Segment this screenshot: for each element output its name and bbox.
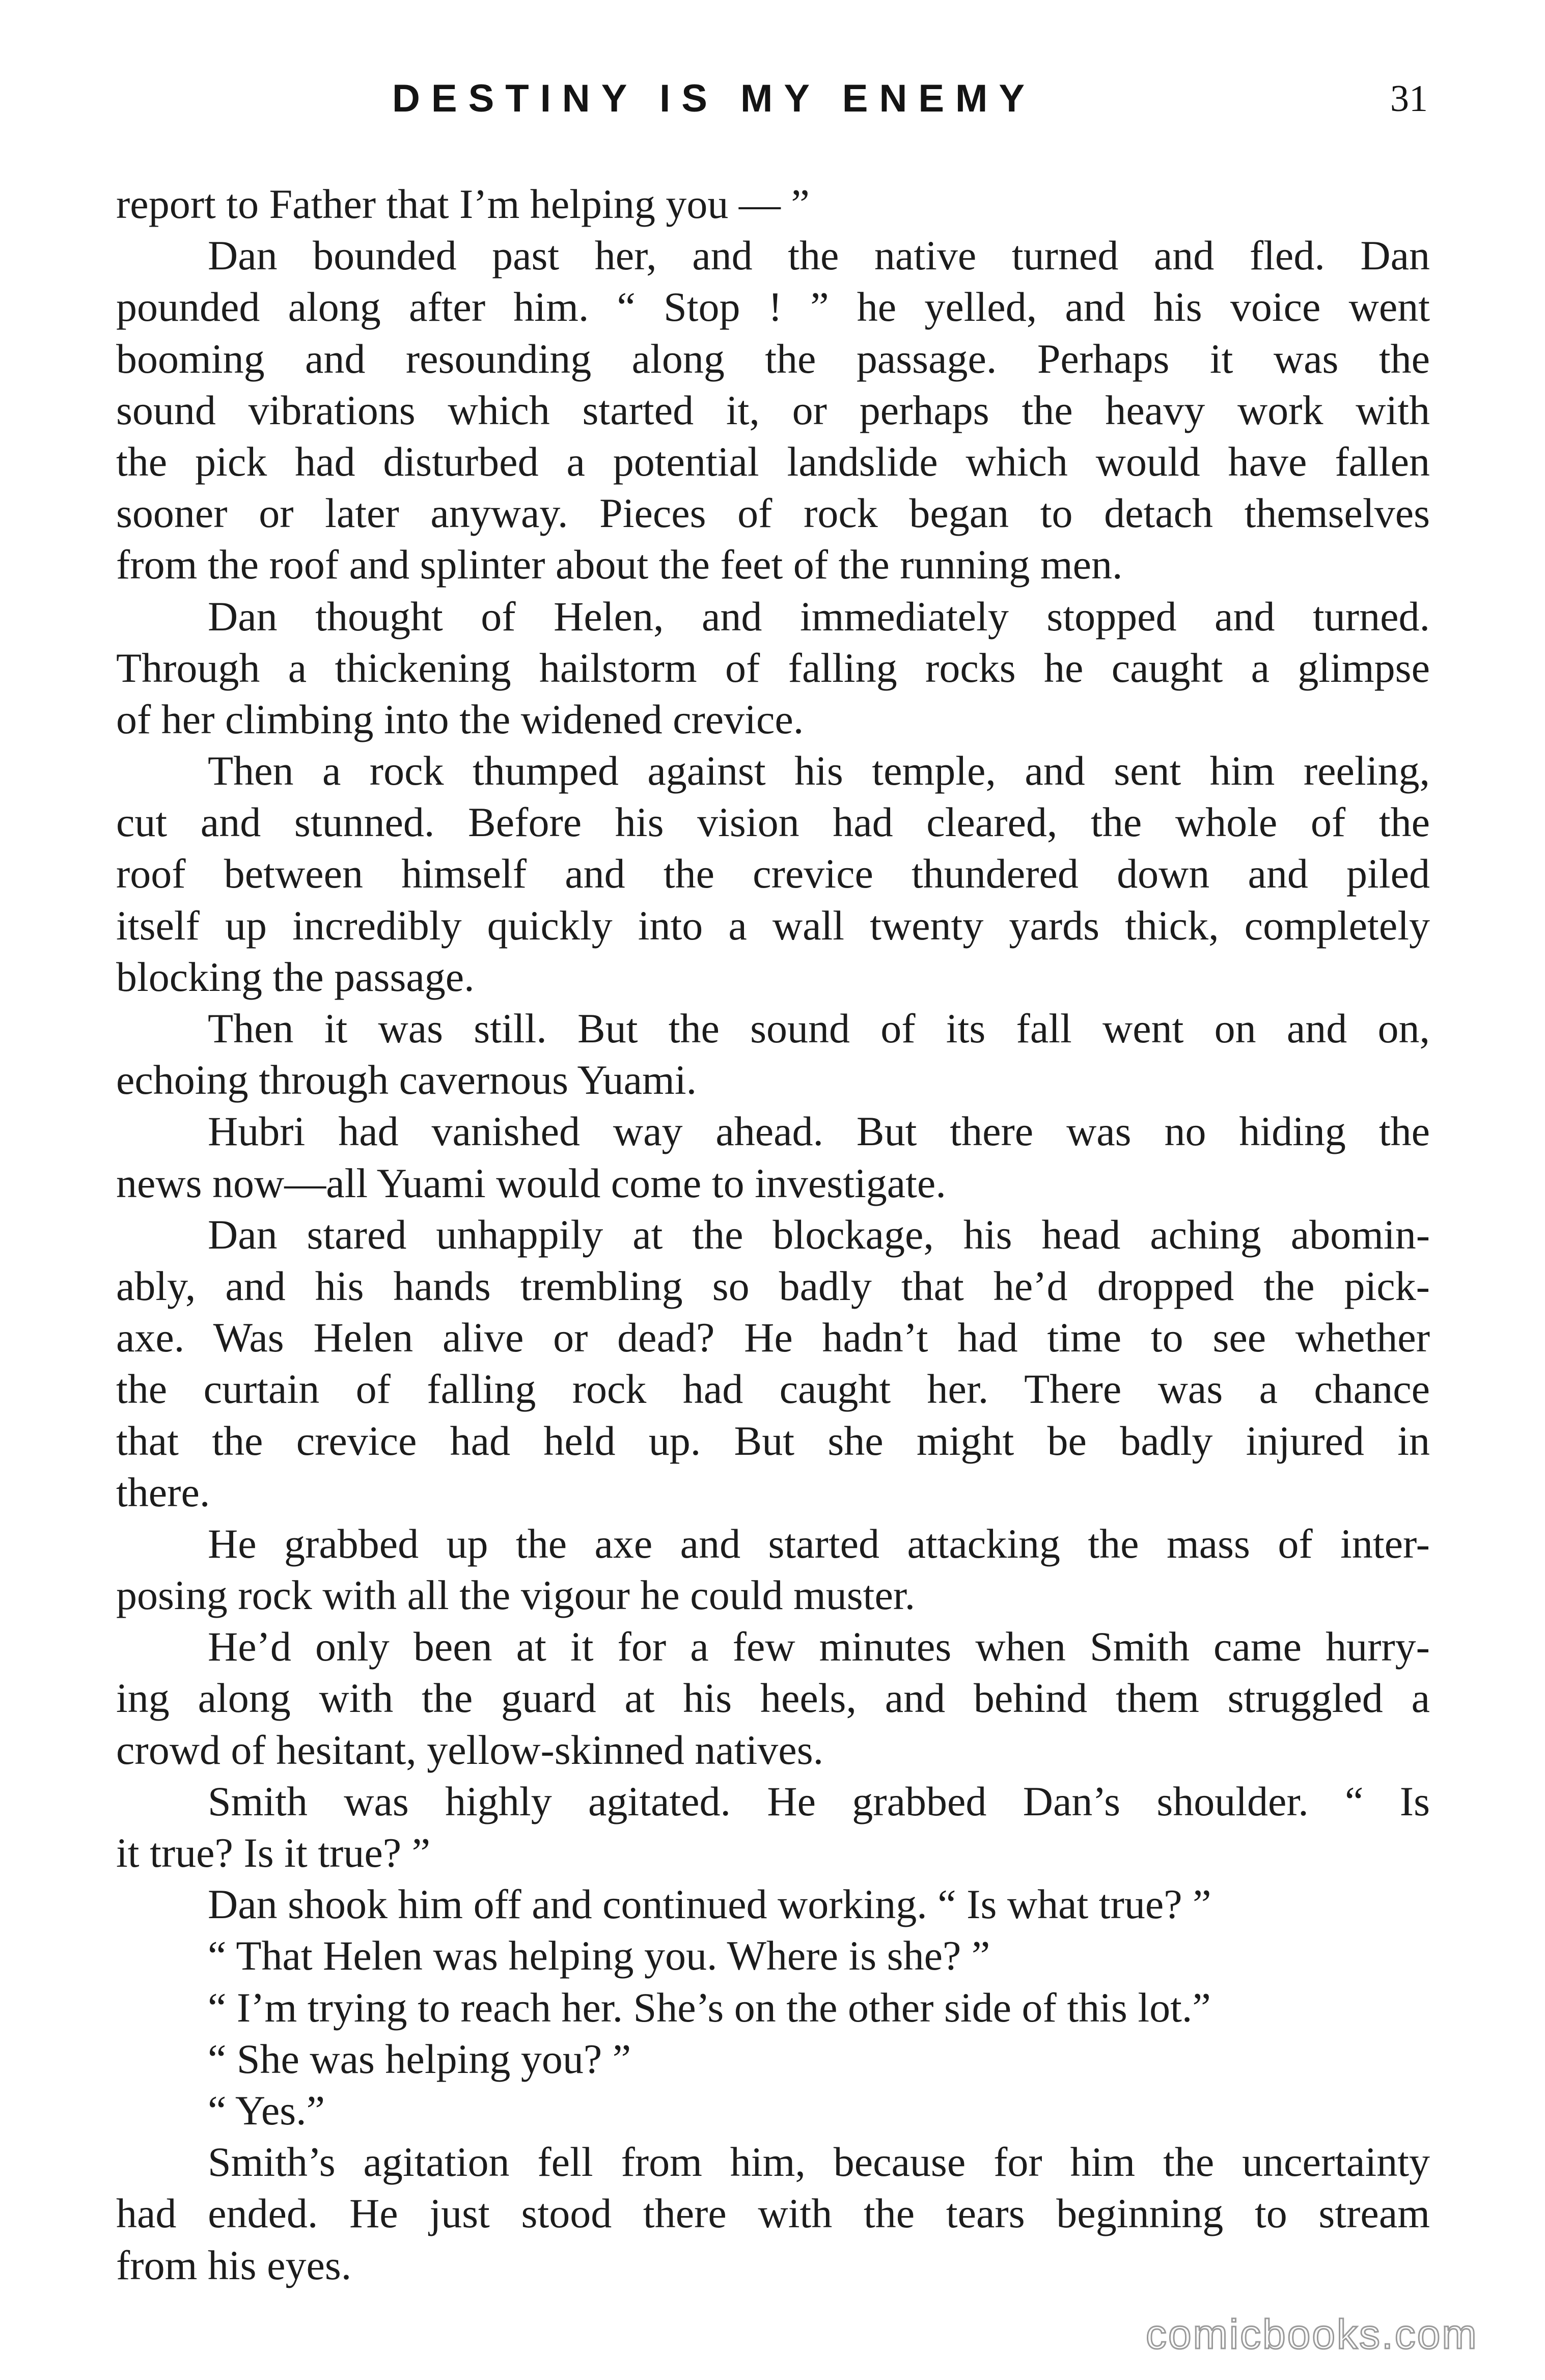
text-line: had ended. He just stood there with the tears beginning to stream	[116, 2190, 1430, 2237]
text-line: Through a thickening hailstorm of falling rocks he caught a glimpse	[116, 644, 1430, 691]
running-head-title: DESTINY IS MY ENEMY	[392, 77, 1036, 120]
text-line: cut and stunned. Before his vision had cleared, the whole of the	[116, 799, 1430, 846]
text-line: Dan bounded past her, and the native turned and fled. Dan	[208, 232, 1430, 279]
text-line: the curtain of falling rock had caught her. There was a chance	[116, 1366, 1430, 1413]
text-line: “ She was helping you? ”	[208, 2035, 631, 2082]
text-line: report to Father that I’m helping you — ”	[116, 181, 810, 227]
text-line: news now—all Yuami would come to investigate.	[116, 1159, 946, 1206]
text-line: sooner or later anyway. Pieces of rock began to detach themselves	[116, 490, 1430, 537]
text-line: echoing through cavernous Yuami.	[116, 1057, 697, 1103]
text-line: roof between himself and the crevice thundered down and piled	[116, 850, 1430, 897]
text-line: sound vibrations which started it, or perhaps the heavy work with	[116, 386, 1430, 433]
text-line: itself up incredibly quickly into a wall twenty yards thick, completely	[116, 902, 1430, 949]
text-line: booming and resounding along the passage. Perhaps it was the	[116, 335, 1430, 382]
text-line: from his eyes.	[116, 2241, 352, 2288]
site-watermark: comicbooks.com	[1146, 2311, 1478, 2358]
text-line: Smith’s agitation fell from him, because for him the uncertainty	[208, 2139, 1430, 2185]
text-line: crowd of hesitant, yellow-skinned natives.	[116, 1726, 824, 1773]
text-line: “ Yes.”	[208, 2087, 325, 2134]
text-line: there.	[116, 1469, 210, 1515]
text-line: “ I’m trying to reach her. She’s on the other side of this lot.”	[208, 1984, 1211, 2031]
text-line: Hubri had vanished way ahead. But there was no hiding the	[208, 1108, 1430, 1155]
text-line: He grabbed up the axe and started attacking the mass of inter-	[208, 1520, 1430, 1567]
text-line: posing rock with all the vigour he could muster.	[116, 1572, 916, 1619]
text-line: Dan thought of Helen, and immediately stopped and turned.	[208, 593, 1430, 640]
text-line: pounded along after him. “ Stop ! ” he yelled, and his voice went	[116, 284, 1430, 330]
text-line: blocking the passage.	[116, 953, 475, 1000]
page-number: 31	[1390, 78, 1428, 120]
body-text	[116, 178, 1430, 2291]
text-line: that the crevice had held up. But she might be badly injured in	[116, 1417, 1430, 1464]
text-line: Dan shook him off and continued working. “ Is what true? ”	[208, 1881, 1211, 1928]
text-line: He’d only been at it for a few minutes when Smith came hurry-	[208, 1623, 1430, 1670]
text-line: of her climbing into the widened crevice.	[116, 696, 804, 742]
text-line: ing along with the guard at his heels, and behind them struggled a	[116, 1675, 1430, 1722]
text-line: the pick had disturbed a potential landslide which would have fallen	[116, 438, 1430, 485]
text-line: Smith was highly agitated. He grabbed Dan’s shoulder. “ Is	[208, 1778, 1430, 1824]
text-line: Then a rock thumped against his temple, and sent him reeling,	[208, 748, 1430, 794]
text-line: it true? Is it true? ”	[116, 1830, 431, 1876]
text-line: Then it was still. But the sound of its fall went on and on,	[208, 1005, 1430, 1051]
text-line: ably, and his hands trembling so badly that he’d dropped the pick-	[116, 1262, 1430, 1309]
text-line: axe. Was Helen alive or dead? He hadn’t had time to see whether	[116, 1314, 1430, 1361]
text-line: Dan stared unhappily at the blockage, his head aching abomin-	[208, 1211, 1430, 1258]
text-line: from the roof and splinter about the feet of the running men.	[116, 541, 1123, 588]
text-line: “ That Helen was helping you. Where is she? ”	[208, 1932, 990, 1979]
